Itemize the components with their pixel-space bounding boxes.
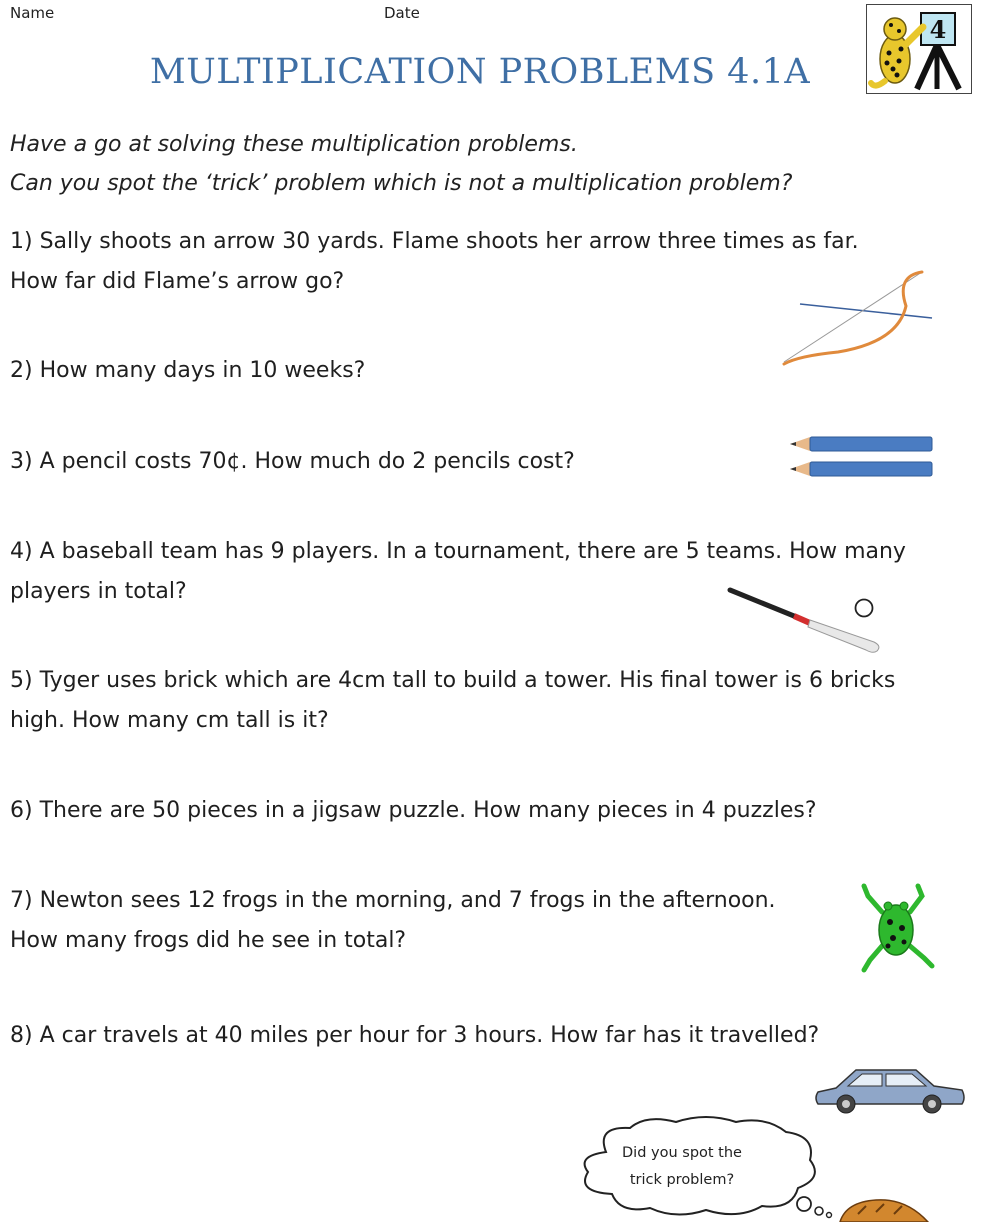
question-2: 2) How many days in 10 weeks? <box>10 358 366 383</box>
question-3: 3) A pencil costs 70¢. How much do 2 pencils cost? <box>10 449 575 474</box>
question-4: 4) A baseball team has 9 players. In a tournament, there are 5 teams. How many players in total? <box>10 539 906 604</box>
question-7: 7) Newton sees 12 frogs in the morning, and 7 frogs in the afternoon. How many frogs did he see in total? <box>10 888 776 953</box>
instruction-line-1: Have a go at solving these multiplication problems. <box>10 132 578 157</box>
name-label: Name <box>10 4 55 22</box>
page-title: MULTIPLICATION PROBLEMS 4.1A <box>149 52 811 92</box>
question-1: 1) Sally shoots an arrow 30 yards. Flame shoots her arrow three times as far. How far did Flame’s arrow go? <box>10 229 859 294</box>
bow-and-arrow-icon <box>778 266 938 372</box>
baseball-icon <box>852 596 876 620</box>
pencil-icon <box>788 434 936 480</box>
logo-grade: 4 <box>929 15 947 44</box>
bubble-line-2: trick problem? <box>629 1172 735 1188</box>
bubble-line-1: Did you spot the <box>622 1145 742 1161</box>
frog-icon <box>860 882 936 974</box>
car-icon <box>812 1062 970 1116</box>
question-6: 6) There are 50 pieces in a jigsaw puzzle. How many pieces in 4 puzzles? <box>10 798 817 823</box>
thought-bubble-icon <box>566 1112 838 1222</box>
date-label: Date <box>384 4 420 22</box>
instruction-line-2: Can you spot the ‘trick’ problem which is not a multiplication problem? <box>10 171 793 196</box>
question-8: 8) A car travels at 40 miles per hour for 3 hours. How far has it travelled? <box>10 1023 820 1048</box>
question-5: 5) Tyger uses brick which are 4cm tall to build a tower. His final tower is 6 bricks high. How many cm tall is it? <box>10 668 896 733</box>
character-icon <box>836 1196 932 1222</box>
leopard-logo-icon <box>866 4 972 94</box>
